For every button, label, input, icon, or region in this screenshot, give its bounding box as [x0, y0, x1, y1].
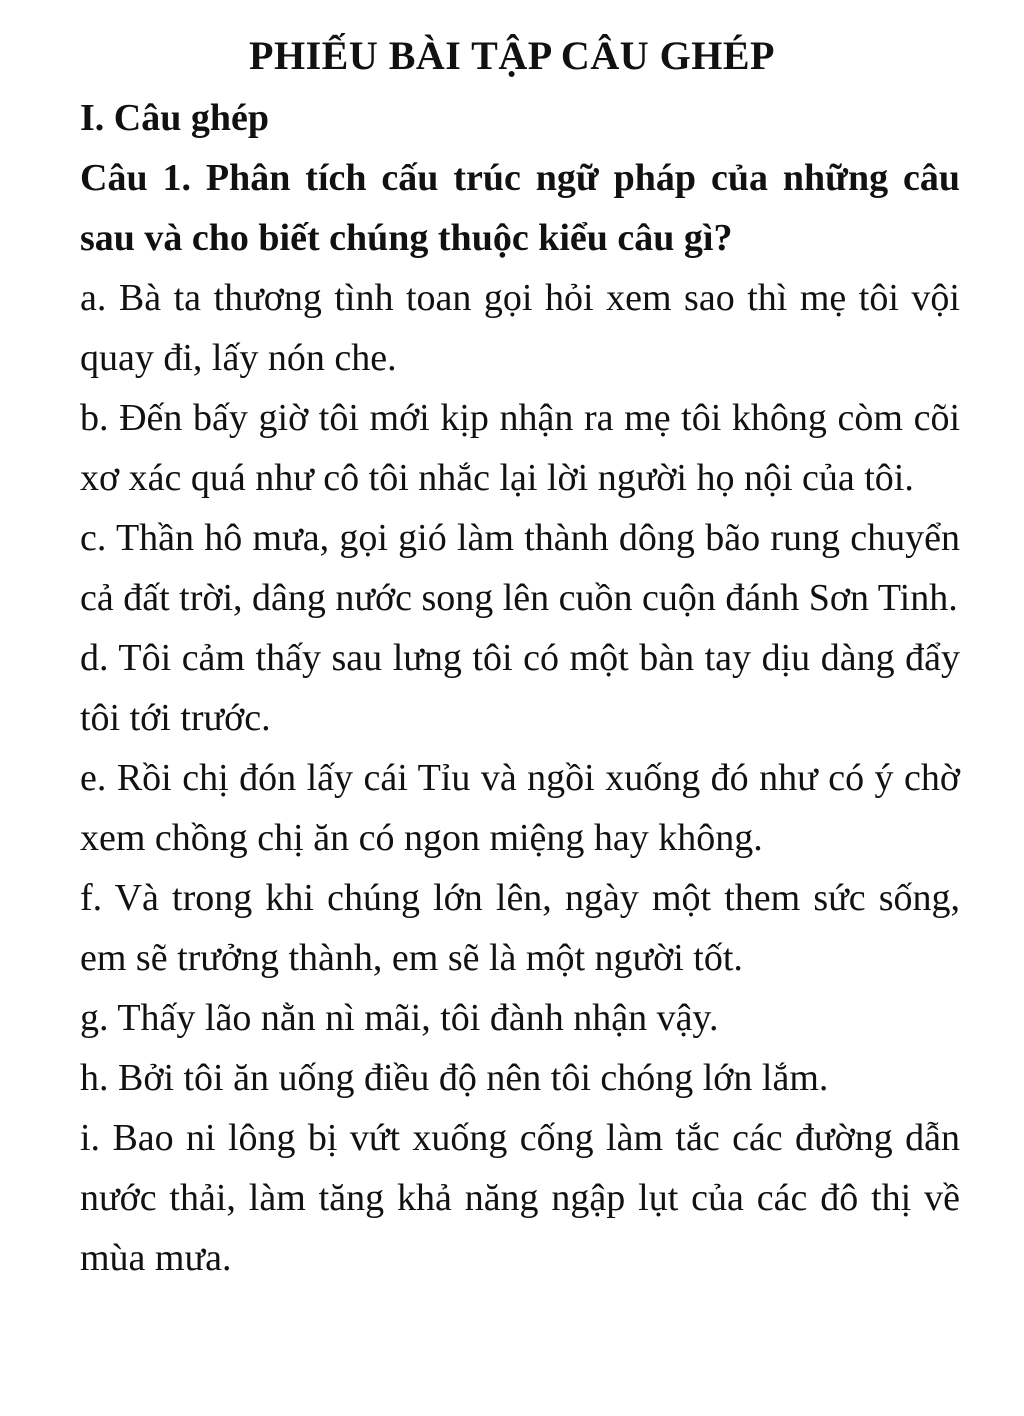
sentence-item-g: g. Thấy lão nằn nì mãi, tôi đành nhận vậy. [80, 997, 719, 1039]
sentence-item-h: h. Bởi tôi ăn uống điều độ nên tôi chóng lớn lắm. [80, 1057, 829, 1099]
sentence-item-d: d. Tôi cảm thấy sau lưng tôi có một bàn tay dịu dàng đẩy tôi tới trước. [80, 637, 960, 739]
section-heading: I. Câu ghép [80, 97, 269, 139]
sentence-item-c: c. Thần hô mưa, gọi gió làm thành dông bão rung chuyển cả đất trời, dâng nước song lên cuồn cuộn đánh Sơn Tinh. [80, 517, 960, 619]
page-title: PHIẾU BÀI TẬP CÂU GHÉP [249, 33, 775, 78]
sentence-item-a: a. Bà ta thương tình toan gọi hỏi xem sao thì mẹ tôi vội quay đi, lấy nón che. [80, 277, 960, 379]
sentence-list [80, 268, 960, 1288]
sentence-item-f: f. Và trong khi chúng lớn lên, ngày một them sức sống, em sẽ trưởng thành, em sẽ là một người tốt. [80, 877, 960, 979]
sentence-item-b: b. Đến bấy giờ tôi mới kịp nhận ra mẹ tôi không còm cõi xơ xác quá như cô tôi nhắc lại lời người họ nội của tôi. [80, 397, 960, 499]
sentence-item-e: e. Rồi chị đón lấy cái Tỉu và ngồi xuống đó như có ý chờ xem chồng chị ăn có ngon miệng hay không. [80, 757, 960, 859]
sentence-item-i: i. Bao ni lông bị vứt xuống cống làm tắc các đường dẫn nước thải, làm tăng khả năng ngập lụt của các đô thị về mùa mưa. [80, 1117, 960, 1279]
question-prompt: Câu 1. Phân tích cấu trúc ngữ pháp của những câu sau và cho biết chúng thuộc kiểu câu gì? [80, 157, 960, 259]
